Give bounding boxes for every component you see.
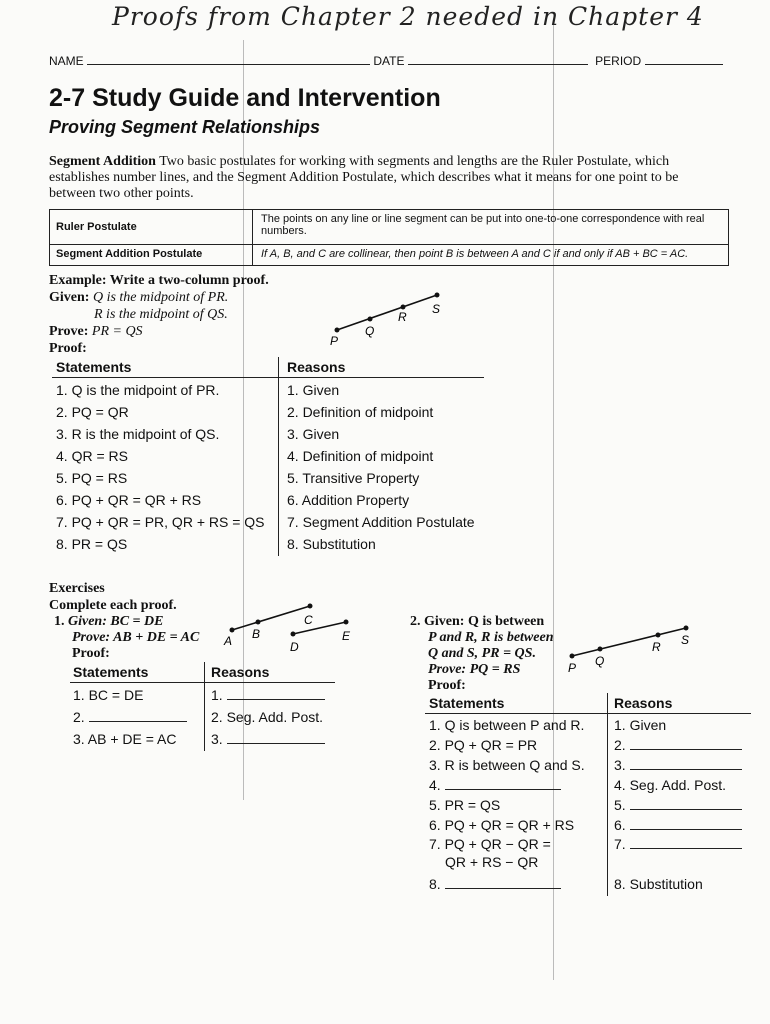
postulate-table <box>49 209 729 266</box>
postulate-row <box>50 245 728 265</box>
statement: 6. PQ + QR = QR + RS <box>429 817 575 833</box>
exercises-heading: Exercises <box>49 581 105 596</box>
proof-header-row <box>70 662 335 683</box>
answer-blank[interactable] <box>630 848 742 849</box>
statements-column <box>52 378 278 556</box>
reason-blank <box>211 728 329 750</box>
prove-label: Prove: <box>49 324 89 339</box>
point-r <box>656 633 661 638</box>
reason-number: 3. <box>614 757 626 773</box>
proof-body <box>425 714 751 896</box>
reason: 8. Substitution <box>287 536 376 552</box>
reason: 4. Seg. Add. Post. <box>614 777 727 793</box>
exercise-1-given <box>54 614 199 630</box>
name-field[interactable] <box>87 64 370 65</box>
statement: 4. QR = RS <box>56 448 128 464</box>
example-label: Example: Write a two-column proof. <box>49 273 269 288</box>
exercise-1-proof-table <box>70 662 335 751</box>
statement-blank <box>429 775 603 795</box>
given-statement: Given: Q is between <box>424 614 545 629</box>
given-statement: Q is the midpoint of PR. <box>92 290 229 305</box>
exercise-2-diagram <box>562 618 697 678</box>
example-block <box>49 272 349 357</box>
reason-blank <box>614 815 745 835</box>
reason-number: 6. <box>614 817 626 833</box>
point-label: S <box>681 633 690 647</box>
reason-blank <box>614 755 745 775</box>
point-q <box>598 647 603 652</box>
point-a <box>230 628 235 633</box>
given-statement: Q and S, PR = QS. <box>428 646 536 661</box>
date-label: DATE <box>373 54 405 68</box>
reason: 5. Transitive Property <box>287 470 420 486</box>
intro-paragraph <box>49 154 725 202</box>
point-label: P <box>330 334 339 348</box>
name-label: NAME <box>49 54 84 68</box>
reasons-column <box>607 714 751 896</box>
statements-header: Statements <box>73 664 149 680</box>
reason: 1. Given <box>614 717 667 733</box>
proof-body <box>70 683 335 751</box>
postulate-name: Ruler Postulate <box>50 210 253 244</box>
segment-line <box>337 295 437 330</box>
intro-heading: Segment Addition <box>49 154 156 169</box>
exercise-1-header <box>54 614 199 662</box>
period-label: PERIOD <box>595 54 642 68</box>
handwritten-note: Proofs from Chapter 2 needed in Chapter 4 <box>112 2 704 31</box>
answer-blank[interactable] <box>89 721 187 722</box>
reason-blank <box>614 835 745 853</box>
proof-header-row <box>52 357 484 378</box>
point-label: A <box>224 634 233 648</box>
example-given-line <box>49 289 349 306</box>
point-label: R <box>398 310 407 324</box>
exercise-number: 1. <box>54 614 65 629</box>
segment-line <box>572 628 686 656</box>
reasons-header: Reasons <box>204 662 335 682</box>
point-label: Q <box>595 654 605 668</box>
point-label: P <box>568 661 577 675</box>
page-subtitle: Proving Segment Relationships <box>49 117 321 137</box>
point-e <box>344 620 349 625</box>
statement: 7. PQ + QR = PR, QR + RS = QS <box>56 514 265 530</box>
statements-header: Statements <box>56 359 132 375</box>
answer-blank[interactable] <box>630 749 742 750</box>
date-field[interactable] <box>408 64 588 65</box>
reasons-column <box>204 683 335 751</box>
exercise-2-proof-table <box>425 693 751 896</box>
prove-statement: Prove: AB + DE = AC <box>72 630 200 645</box>
statement-number: 2. <box>73 709 85 725</box>
proof-label: Proof: <box>49 341 87 356</box>
point-label: R <box>652 640 661 654</box>
answer-blank[interactable] <box>445 789 561 790</box>
reason-blank <box>211 684 329 706</box>
exercise-1-prove <box>54 630 199 646</box>
proof-body <box>52 378 484 556</box>
point-s <box>435 293 440 298</box>
reason-number: 5. <box>614 797 626 813</box>
statement: 1. Q is between P and R. <box>429 717 585 733</box>
statement: 7. PQ + QR − QR = <box>429 836 551 852</box>
example-proof-table <box>52 357 484 556</box>
statement-number: 4. <box>429 777 441 793</box>
statement: 6. PQ + QR = QR + RS <box>56 492 202 508</box>
postulate-row <box>50 210 728 245</box>
exercises-instruction: Complete each proof. <box>49 598 177 613</box>
answer-blank[interactable] <box>227 699 325 700</box>
segment-line <box>293 622 346 634</box>
reason: 6. Addition Property <box>287 492 410 508</box>
reason-blank <box>614 735 745 755</box>
statements-column <box>425 714 607 896</box>
example-prove-line <box>49 323 349 340</box>
answer-blank[interactable] <box>630 829 742 830</box>
postulate-text: The points on any line or line segment can be put into one-to-one correspondence with real numbers. <box>261 213 705 237</box>
statement: 2. PQ + QR = PR <box>429 737 538 753</box>
reasons-column <box>278 378 484 556</box>
statement: 3. R is the midpoint of QS. <box>56 426 220 442</box>
statements-column <box>70 683 204 751</box>
statement-blank <box>73 706 201 728</box>
point-s <box>684 626 689 631</box>
period-field[interactable] <box>645 64 723 65</box>
proof-label: Proof: <box>72 646 110 661</box>
point-p <box>570 654 575 659</box>
point-label: B <box>252 627 261 641</box>
point-d <box>291 632 296 637</box>
reason-number: 3. <box>211 731 223 747</box>
intro-text: Two basic postulates for working with segments and lengths are the Ruler Postulate, which establishes number lines, and the Segment Addition Postulate, which describes what it means for one point to be between two other points. <box>49 154 679 201</box>
point-label: E <box>342 629 351 643</box>
reasons-header: Reasons <box>278 357 484 377</box>
reason: 3. Given <box>287 426 340 442</box>
reason: 2. Seg. Add. Post. <box>211 709 324 725</box>
point-b <box>256 620 261 625</box>
reason-number: 2. <box>614 737 626 753</box>
point-label: D <box>290 640 299 654</box>
point-label: Q <box>365 324 375 338</box>
point-p <box>335 328 340 333</box>
reasons-header: Reasons <box>607 693 751 713</box>
reason <box>614 853 745 873</box>
prove-statement: Prove: PQ = RS <box>428 662 521 677</box>
example-given-line <box>49 306 349 323</box>
exercise-2-header <box>410 614 554 694</box>
given-statement: P and R, R is between <box>428 630 554 645</box>
given-statement: Given: BC = DE <box>68 614 164 629</box>
exercise-2-given <box>410 614 554 630</box>
statement: 5. PQ = RS <box>56 470 128 486</box>
statement: 2. PQ = QR <box>56 404 129 420</box>
prove-statement: PR = QS <box>91 324 143 339</box>
point-c <box>308 604 313 609</box>
reason: 1. Given <box>287 382 340 398</box>
statement-blank <box>429 873 603 895</box>
page-title: 2-7 Study Guide and Intervention <box>49 84 441 112</box>
statement: 5. PR = QS <box>429 797 501 813</box>
statement: QR + RS − QR <box>445 854 539 870</box>
statements-header: Statements <box>429 695 505 711</box>
given-label: Given: <box>49 290 90 305</box>
statement: 8. PR = QS <box>56 536 128 552</box>
proof-header-row <box>425 693 751 714</box>
reason-number: 7. <box>614 836 626 852</box>
point-r <box>401 305 406 310</box>
exercise-1-diagram <box>220 598 360 658</box>
reason: 8. Substitution <box>614 876 703 892</box>
proof-label: Proof: <box>428 678 466 693</box>
statement-number: 8. <box>429 876 441 892</box>
postulate-text: If A, B, and C are collinear, then point B is between A and C if and only if AB + BC = AC. <box>261 248 689 260</box>
answer-blank[interactable] <box>630 769 742 770</box>
answer-blank[interactable] <box>630 809 742 810</box>
header-row <box>49 54 729 68</box>
answer-blank[interactable] <box>227 743 325 744</box>
statement: 3. AB + DE = AC <box>73 731 177 747</box>
example-segment-diagram <box>325 285 455 350</box>
point-label: S <box>432 302 441 316</box>
reason: 2. Definition of midpoint <box>287 404 434 420</box>
reason: 7. Segment Addition Postulate <box>287 514 475 530</box>
given-statement: R is the midpoint of QS. <box>94 307 228 322</box>
answer-blank[interactable] <box>445 888 561 889</box>
reason-blank <box>614 795 745 815</box>
segment-line <box>232 606 310 630</box>
postulate-name: Segment Addition Postulate <box>50 245 253 265</box>
point-q <box>368 317 373 322</box>
exercise-number: 2. <box>410 614 421 629</box>
reason: 4. Definition of midpoint <box>287 448 434 464</box>
statement: 1. Q is the midpoint of PR. <box>56 382 220 398</box>
point-label: C <box>304 613 313 627</box>
exercises-heading-block <box>49 580 177 614</box>
statement: 1. BC = DE <box>73 687 144 703</box>
reason-number: 1. <box>211 687 223 703</box>
statement: 3. R is between Q and S. <box>429 757 585 773</box>
